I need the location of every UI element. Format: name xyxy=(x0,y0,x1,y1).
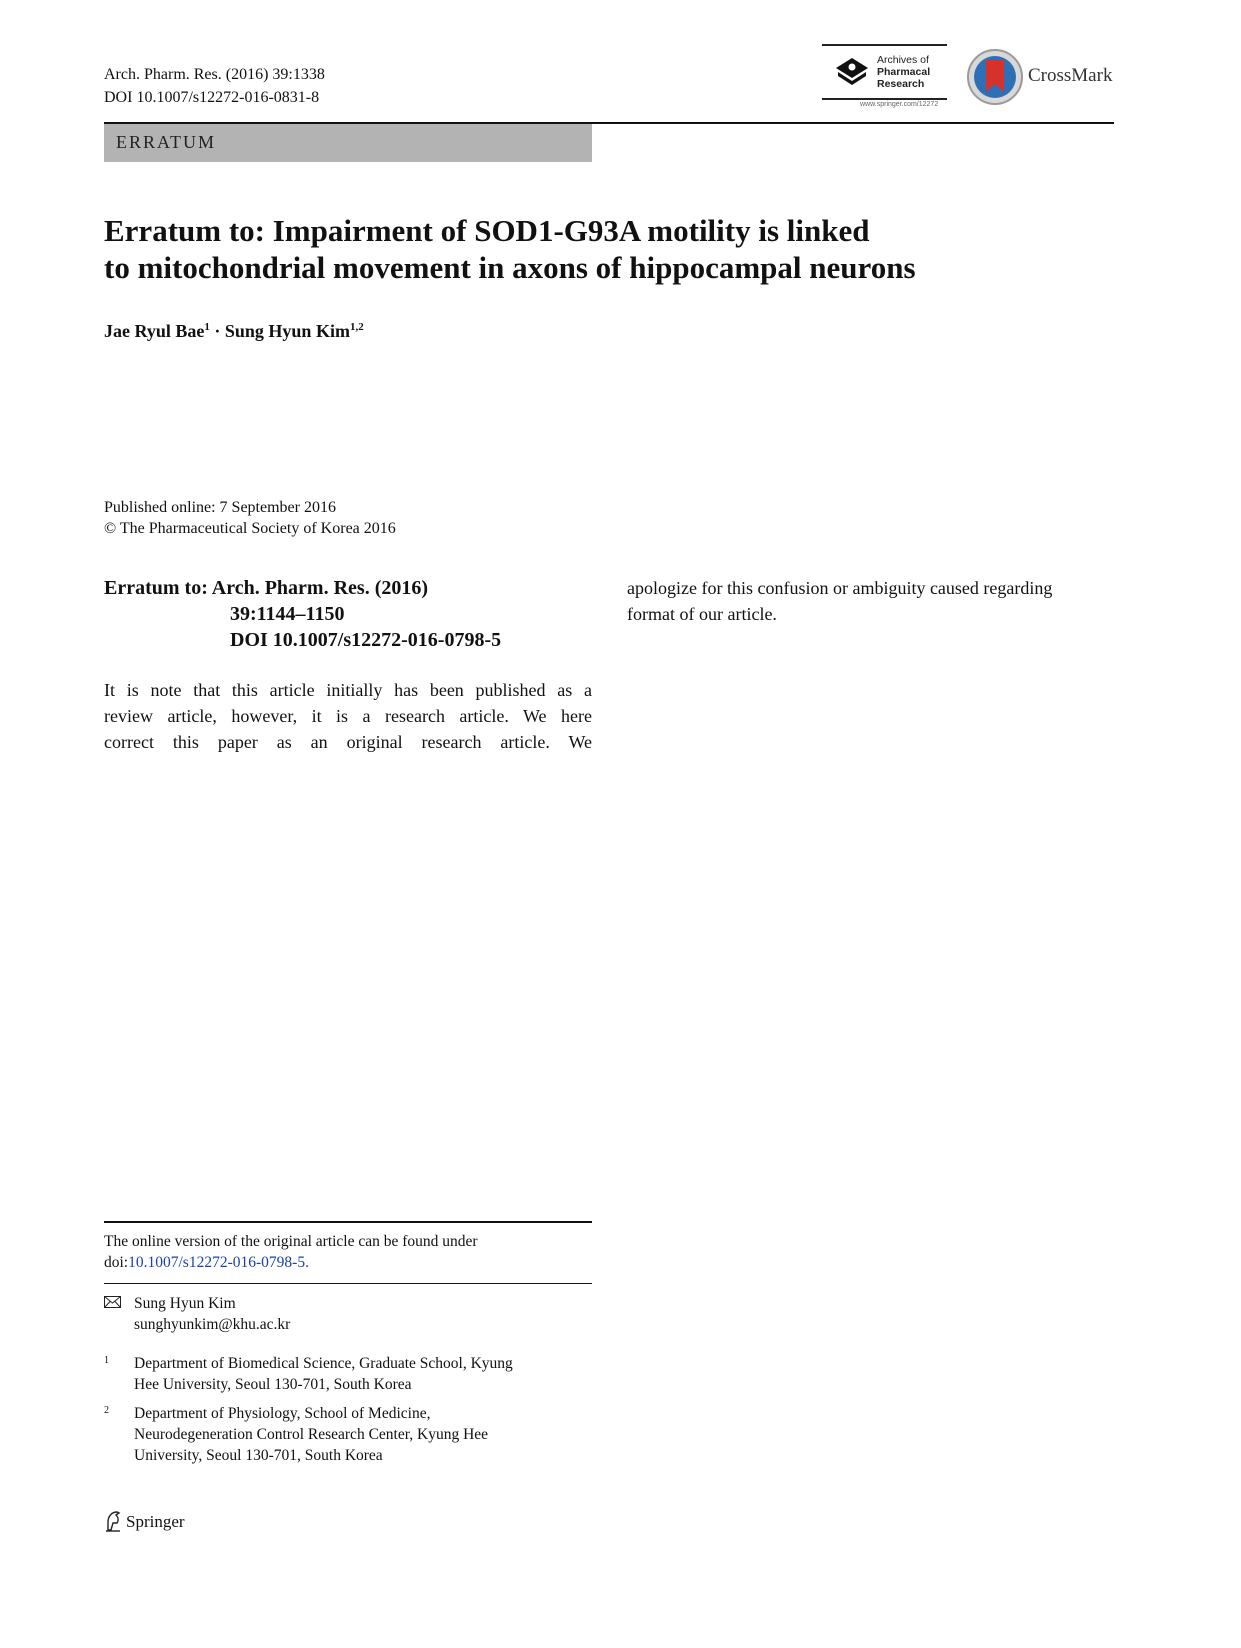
footnote-line1: The online version of the original article can be found under xyxy=(104,1233,478,1250)
body-right-column xyxy=(627,575,1114,627)
copyright-line: © The Pharmaceutical Society of Korea 2016 xyxy=(104,520,396,537)
article-type-label: ERRATUM xyxy=(116,132,217,152)
body-line: apologize for this confusion or ambiguity caused regarding xyxy=(627,578,1053,598)
author-1[interactable]: Jae Ryul Bae xyxy=(104,321,205,341)
journal-emblem-icon xyxy=(832,56,872,86)
publisher-name: Springer xyxy=(126,1512,185,1531)
body-line: correct this paper as an original research article. We xyxy=(104,732,592,752)
erratum-heading-line3[interactable]: DOI 10.1007/s12272-016-0798-5 xyxy=(230,629,502,651)
affiliation-line: Hee University, Seoul 130-701, South Korea xyxy=(134,1376,412,1393)
affiliation-line: Neurodegeneration Control Research Center, Kyung Hee xyxy=(134,1426,489,1443)
author-2[interactable]: Sung Hyun Kim xyxy=(224,321,350,341)
logo-bottom-rule xyxy=(822,98,947,100)
article-doi: DOI 10.1007/s12272-016-0831-8 xyxy=(104,89,320,106)
journal-logo-line1: Archives of xyxy=(877,54,929,66)
affiliation-line: Department of Biomedical Science, Graduate School, Kyung xyxy=(134,1355,513,1372)
footnote-original-article xyxy=(104,1231,592,1273)
article-title xyxy=(104,212,1104,286)
affiliation-line: Department of Physiology, School of Medicine, xyxy=(134,1405,431,1422)
crossmark-icon xyxy=(966,48,1024,106)
author-2-affiliation: 1,2 xyxy=(349,321,364,333)
body-left-column xyxy=(104,677,592,755)
crossmark-label: CrossMark xyxy=(1028,65,1113,86)
footnote-divider xyxy=(104,1283,592,1284)
body-line: It is note that this article initially has been published as a xyxy=(104,680,592,700)
author-list xyxy=(104,321,364,342)
journal-logo-text xyxy=(877,54,930,90)
footnote-rule xyxy=(104,1221,592,1223)
affiliation-line: University, Seoul 130-701, South Korea xyxy=(134,1447,383,1464)
author-1-affiliation: 1 xyxy=(204,321,210,333)
erratum-heading-line2: 39:1144–1150 xyxy=(230,603,345,625)
title-line-2: to mitochondrial movement in axons of hippocampal neurons xyxy=(104,250,916,285)
body-line: format of our article. xyxy=(627,604,777,624)
corresponding-email[interactable]: sunghyunkim@khu.ac.kr xyxy=(134,1316,291,1333)
original-article-doi-link[interactable]: 10.1007/s12272-016-0798-5. xyxy=(128,1254,309,1271)
journal-logo-line2: Pharmacal xyxy=(877,66,931,78)
publication-info xyxy=(104,497,396,539)
springer-horse-icon xyxy=(104,1510,122,1532)
erratum-heading-line1: Erratum to: Arch. Pharm. Res. (2016) xyxy=(104,577,429,599)
body-line: review article, however, it is a research article. We here xyxy=(104,706,592,726)
title-line-1: Erratum to: Impairment of SOD1-G93A motility is linked xyxy=(104,213,870,248)
affiliation-number: 2 xyxy=(104,1405,109,1416)
published-date: Published online: 7 September 2016 xyxy=(104,499,336,516)
author-separator: · xyxy=(209,321,225,341)
crossmark-badge[interactable] xyxy=(966,48,1113,108)
footnote-doi-prefix: doi: xyxy=(104,1254,129,1271)
journal-logo-line3: Research xyxy=(877,78,925,90)
journal-logo[interactable] xyxy=(822,44,947,110)
corresponding-name: Sung Hyun Kim xyxy=(134,1295,236,1312)
envelope-icon xyxy=(104,1296,121,1308)
journal-url: www.springer.com/12272 xyxy=(860,101,939,108)
erratum-heading xyxy=(104,575,501,653)
logo-top-rule xyxy=(822,44,947,46)
article-type-band xyxy=(104,124,592,162)
affiliation-number: 1 xyxy=(104,1355,109,1366)
journal-citation: Arch. Pharm. Res. (2016) 39:1338 xyxy=(104,66,325,83)
